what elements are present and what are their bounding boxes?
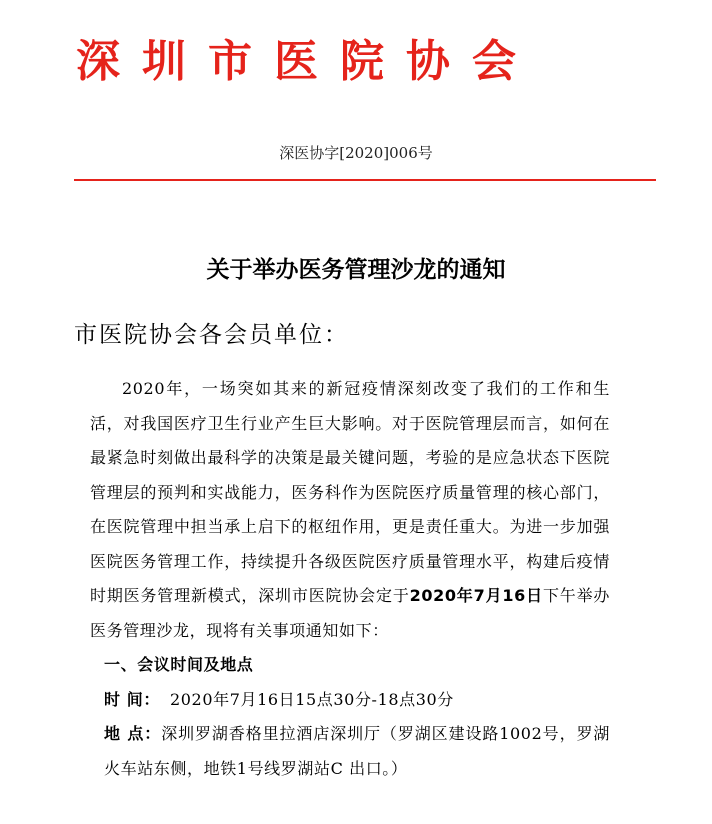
notice-title: 关于举办医务管理沙龙的通知 [206,257,506,283]
notice-body [90,372,610,786]
section-heading-time-place: 一、会议时间及地点 [104,655,254,674]
time-label: 时 间： [104,689,160,709]
organization-name-header: 深圳市医院协会 [76,36,538,87]
salutation: 市医院协会各会员单位： [74,322,349,348]
event-date: 2020年7月16日 [409,586,543,605]
main-paragraph-tail: 下午举办医务管理沙龙，现将有关事项通知如下： [90,586,611,640]
time-line [90,683,610,718]
time-value: 2020年7月16日15点30分-18点30分 [169,689,454,709]
document-number: 深医协字[2020]006号 [279,144,433,162]
place-label: 地 点： [104,724,162,743]
place-value: 深圳罗湖香格里拉酒店深圳厅（罗湖区建设路1002号，罗湖火车站东侧，地铁1号线罗湖站C 出口。） [104,724,610,778]
place-line [90,717,610,786]
main-paragraph-text: 2020年，一场突如其来的新冠疫情深刻改变了我们的工作和生活，对我国医疗卫生行业产生巨大影响。对于医院管理层而言，如何在最紧急时刻做出最科学的决策是最关键问题，考验的是应急状态下医院管理层的预判和实战能力，医务科作为医院医疗质量管理的核心部门，在医院管理中担当承上启下的枢纽作用，更是责任重大。为进一步加强医院医务管理工作，持续提升各级医院医疗质量管理水平，构建后疫情时期医务管理新模式，深圳市医院协会定于 [90,379,610,605]
header-divider [74,179,656,181]
main-paragraph [90,372,610,648]
